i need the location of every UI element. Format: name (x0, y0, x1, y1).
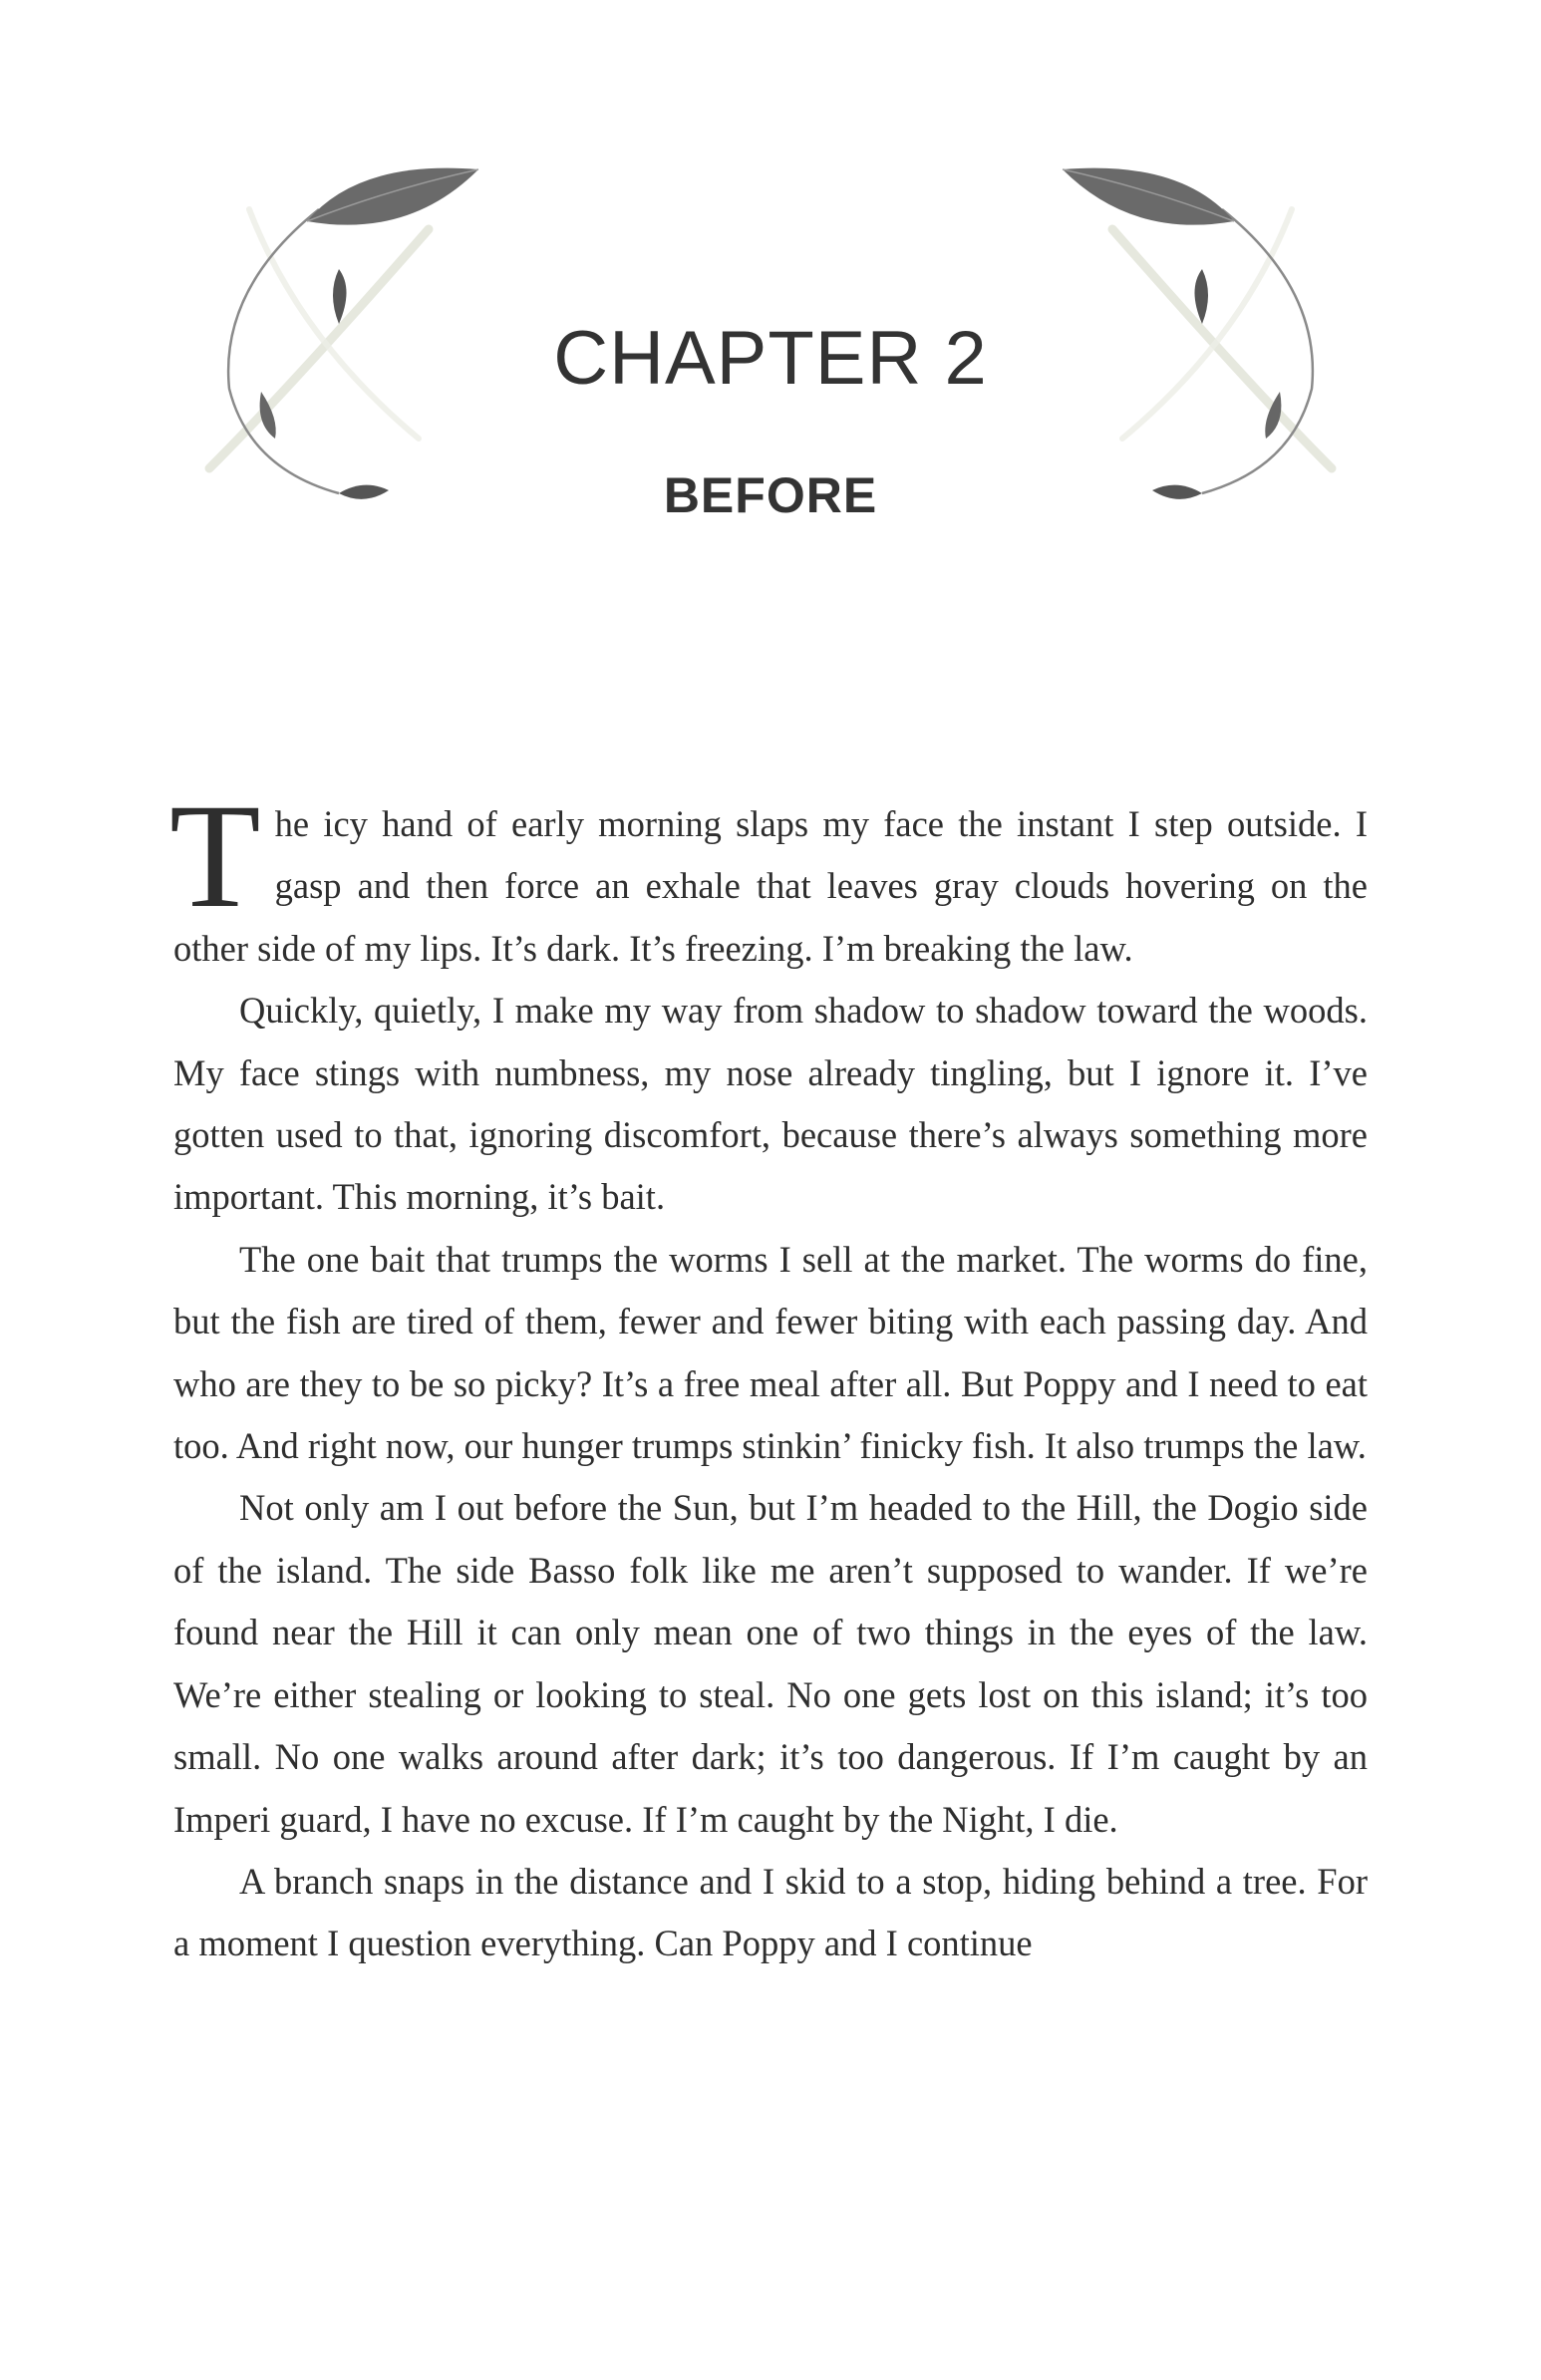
paragraph: The one bait that trumps the worms I sell at the market. The worms do fine, but the fish are tired of them, fewer and fewer biting with each passing day. And who are they to be so picky? It’s a free meal after all. But Poppy and I need to eat too. And right now, our hunger trumps stinkin’ finicky fish. It also trumps the law. (173, 1238, 1368, 1467)
paragraph: Not only am I out before the Sun, but I’m headed to the Hill, the Dogio side of the island. The side Basso folk like me aren’t supposed to wander. If we’re found near the Hill it can only mean one of two things in the eyes of the law. We’re either stealing or looking to steal. No one gets lost on this island; it’s too small. No one walks around after dark; it’s too dangerous. If I’m caught by an Imperi guard, I have no excuse. If I’m caught by the Night, I die. (173, 1487, 1368, 1840)
paragraph: Quickly, quietly, I make my way from shadow to shadow toward the woods. My face stings with numbness, my nose already tingling, but I ignore it. I’ve gotten used to that, ignoring discomfort, because there’s always something more important. This morning, it’s bait. (173, 990, 1368, 1218)
paragraph (169, 773, 1368, 980)
chapter-subtitle: BEFORE (663, 467, 878, 523)
paragraph: A branch snaps in the distance and I skid to a stop, hiding behind a tree. For a moment I question everything. Can Poppy and I continue (173, 1860, 1368, 1964)
paragraph-text: he icy hand of early morning slaps my face the instant I step outside. I gasp and then force an exhale that leaves gray clouds hovering on the other side of my lips. It’s dark. It’s freezing. I’m breaking the law. (173, 803, 1368, 969)
drop-cap: T (169, 773, 261, 939)
chapter-title: CHAPTER 2 (553, 316, 988, 401)
chapter-body (169, 773, 1368, 1975)
